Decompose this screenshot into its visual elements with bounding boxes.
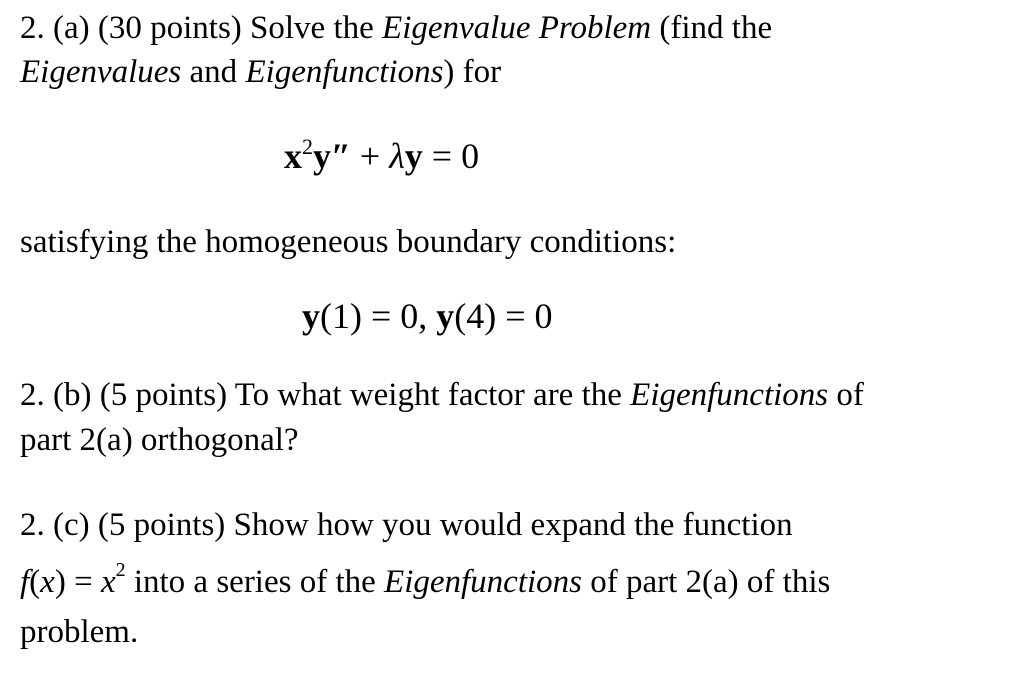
eq-plus: + — [350, 136, 390, 176]
q2b-prefix: 2. (b) (5 points) To what weight factor are the — [20, 377, 631, 413]
q2a-line-2 — [20, 56, 501, 89]
bc-arg1: (1) = 0, — [320, 296, 437, 336]
q2a-emphasis-eigenvalue-problem: Eigenvalue Problem — [382, 10, 652, 46]
q2c-line1-text: 2. (c) (5 points) Show how you would expand the function — [20, 507, 793, 543]
q2a-line2-suffix: ) for — [443, 54, 502, 90]
q2c-suffix: of part 2(a) of this — [582, 564, 831, 600]
q2b-suffix: of — [828, 377, 864, 413]
eq-x-exponent: 2 — [302, 134, 313, 159]
q2c-paren-close: ) = — [54, 564, 101, 600]
q2b-line-1 — [20, 379, 864, 412]
satisfying-text — [20, 226, 676, 259]
eq-y-double-prime: y″ — [313, 136, 351, 176]
ode-equation — [284, 134, 480, 176]
eq-lambda: λ — [389, 136, 405, 176]
q2b-emphasis-eigenfunctions: Eigenfunctions — [630, 377, 829, 413]
bc-y1: y — [302, 296, 320, 336]
q2a-emphasis-eigenvalues: Eigenvalues — [20, 54, 182, 90]
q2a-mid: and — [181, 54, 246, 90]
q2a-suffix: (find the — [651, 10, 773, 46]
q2a-emphasis-eigenfunctions: Eigenfunctions — [245, 54, 444, 90]
q2c-emphasis-eigenfunctions: Eigenfunctions — [384, 564, 582, 600]
q2c-f: f — [20, 564, 30, 600]
q2c-paren-open: ( — [29, 564, 41, 600]
q2c-x-exponent: 2 — [115, 559, 126, 581]
eq-rhs: = 0 — [422, 136, 480, 176]
q2c-fx-var: x — [40, 564, 55, 600]
q2c-line-2 — [20, 559, 831, 600]
q2a-prefix: 2. (a) (30 points) Solve the — [20, 10, 383, 46]
eq-y: y — [404, 136, 423, 176]
boundary-conditions — [302, 298, 553, 334]
q2c-x: x — [100, 564, 116, 600]
q2c-line-1 — [20, 509, 793, 542]
bc-y2: y — [436, 296, 455, 336]
bc-arg2: (4) = 0 — [454, 296, 553, 336]
q2a-line-1 — [20, 12, 772, 45]
eq-x: x — [284, 136, 302, 176]
q2c-line-3 — [20, 616, 138, 649]
q2c-line3-text: problem. — [20, 614, 139, 650]
satisfying-label: satisfying the homogeneous boundary conditions: — [20, 224, 677, 260]
q2c-mid: into a series of the — [125, 564, 385, 600]
q2b-line2-text: part 2(a) orthogonal? — [20, 422, 299, 458]
q2b-line-2 — [20, 424, 299, 457]
